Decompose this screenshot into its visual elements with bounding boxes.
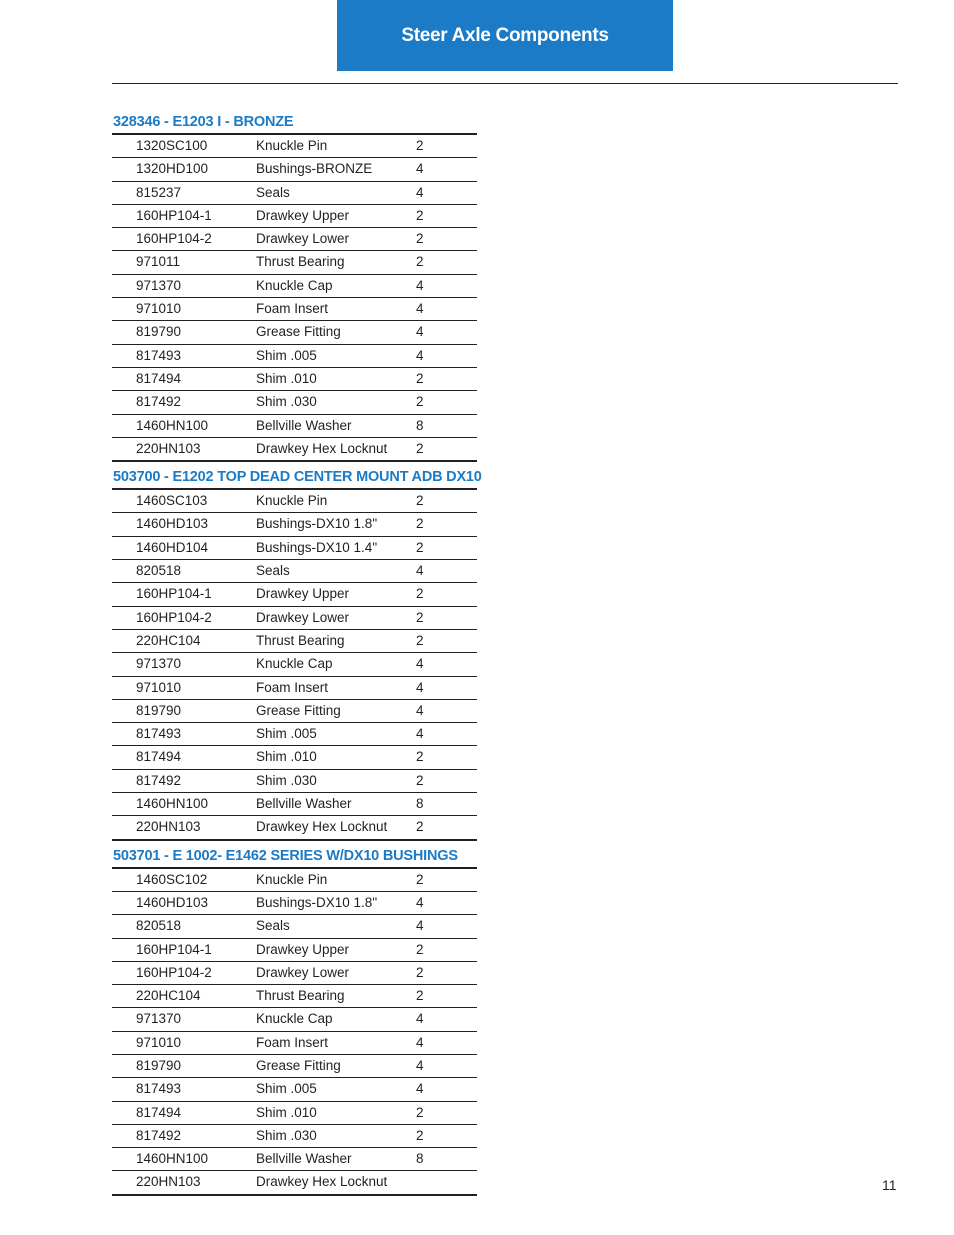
part-row [112,368,477,391]
part-row [112,630,477,653]
part-number: 971011 [136,254,181,270]
part-number: 1320HD100 [136,161,209,177]
part-quantity: 2 [416,138,424,153]
part-quantity: 4 [416,277,424,293]
part-row [112,607,477,630]
part-number: 1460SC102 [136,871,208,887]
kit-title: 503700 - E1202 TOP DEAD CENTER MOUNT ADB DX10 [112,466,477,490]
part-quantity: 4 [416,184,424,200]
part-description: Thrust Bearing [256,632,345,648]
part-row [112,985,477,1008]
part-row [112,205,477,228]
part-number: 817494 [136,370,182,386]
part-quantity: 2 [416,231,424,247]
part-description: Foam Insert [256,1034,329,1050]
part-quantity [416,1171,456,1193]
part-description: Shim .030 [256,394,317,410]
part-row [112,1055,477,1078]
part-quantity: 2 [416,772,424,788]
part-quantity: 2 [416,941,424,957]
part-number: 1460SC103 [136,493,208,509]
part-row [112,869,477,892]
part-number: 817494 [136,1104,182,1120]
part-number: 971370 [136,277,182,293]
part-row [112,723,477,746]
part-description: Shim .005 [256,347,317,363]
page-header-title: Steer Axle Components [401,24,609,46]
part-description: Shim .010 [256,749,317,765]
part-row [112,816,477,840]
part-quantity: 4 [416,347,424,363]
part-quantity: 2 [416,632,424,648]
part-quantity: 4 [416,324,424,340]
part-quantity: 4 [416,1081,424,1097]
part-row [112,345,477,368]
part-description: Grease Fitting [256,702,341,718]
part-number: 819790 [136,702,182,718]
part-quantity: 4 [416,1034,424,1050]
part-row [112,939,477,962]
part-row [112,1102,477,1125]
part-row [112,746,477,769]
part-number: 817492 [136,772,182,788]
part-number: 1460HD103 [136,516,209,532]
part-row [112,1032,477,1055]
part-number: 971010 [136,679,182,695]
part-quantity: 2 [416,370,424,386]
part-number: 819790 [136,1057,182,1073]
part-quantity: 2 [416,988,424,1004]
part-row [112,415,477,438]
part-description: Drawkey Hex Locknut [256,819,388,835]
part-description: Bellville Washer [256,1151,352,1167]
part-row [112,158,477,181]
part-quantity: 2 [416,871,424,887]
part-number: 820518 [136,918,182,934]
part-row [112,677,477,700]
page-number: 11 [882,1177,897,1193]
part-row [112,1148,477,1171]
part-quantity: 2 [416,749,424,765]
part-quantity: 2 [416,964,424,980]
part-number: 817493 [136,1081,182,1097]
part-number: 160HP104-1 [136,586,212,602]
part-description: Drawkey Upper [256,207,350,223]
part-quantity: 2 [416,819,424,835]
part-number: 220HC104 [136,632,201,648]
part-row [112,490,477,513]
part-description: Seals [256,918,290,934]
part-row [112,321,477,344]
part-description: Grease Fitting [256,324,341,340]
part-number: 817493 [136,347,182,363]
part-description: Shim .010 [256,370,317,386]
part-row [112,1078,477,1101]
part-description: Shim .005 [256,726,317,742]
part-quantity: 4 [416,301,424,317]
part-description: Knuckle Cap [256,277,333,293]
kit-section [112,466,482,840]
parts-list [112,111,482,1196]
part-row [112,537,477,560]
part-quantity: 4 [416,1057,424,1073]
part-quantity: 2 [416,586,424,602]
part-description: Drawkey Upper [256,941,350,957]
part-row [112,391,477,414]
part-description: Bushings-DX10 1.8" [256,894,378,910]
part-row [112,182,477,205]
section-header-tab [337,0,673,71]
part-description: Shim .010 [256,1104,317,1120]
kit-title: 503701 - E 1002- E1462 SERIES W/DX10 BUSHINGS [112,845,477,869]
part-description: Grease Fitting [256,1057,341,1073]
part-description: Bellville Washer [256,417,352,433]
part-quantity: 2 [416,1127,424,1143]
part-description: Bushings-DX10 1.4" [256,539,378,555]
part-row [112,793,477,816]
part-number: 971370 [136,1011,182,1027]
part-description: Seals [256,184,290,200]
part-number: 817493 [136,726,182,742]
part-description: Knuckle Cap [256,656,333,672]
part-description: Shim .005 [256,1081,317,1097]
part-row [112,892,477,915]
part-number: 1460HN100 [136,417,209,433]
part-row [112,438,477,462]
kit-title: 328346 - E1203 I - BRONZE [112,111,477,135]
part-row [112,700,477,723]
part-row [112,653,477,676]
part-row [112,915,477,938]
part-quantity: 4 [416,726,424,742]
part-number: 971370 [136,656,182,672]
part-number: 160HP104-1 [136,207,212,223]
part-number: 817494 [136,749,182,765]
part-number: 220HN103 [136,1174,201,1190]
part-description: Shim .030 [256,1127,317,1143]
part-quantity: 2 [416,254,424,270]
part-number: 817492 [136,394,182,410]
part-row [112,560,477,583]
part-number: 220HN103 [136,819,201,835]
part-description: Drawkey Lower [256,609,350,625]
part-description: Drawkey Hex Locknut [256,1174,388,1190]
part-quantity: 2 [416,516,424,532]
part-number: 160HP104-2 [136,231,212,247]
part-description: Drawkey Lower [256,964,350,980]
part-description: Foam Insert [256,679,329,695]
part-quantity: 4 [416,656,424,672]
kit-section [112,111,477,462]
part-row [112,275,477,298]
part-row [112,962,477,985]
part-number: 1460HN100 [136,796,209,812]
kit-section [112,845,477,1196]
part-quantity: 4 [416,563,424,579]
part-quantity: 8 [416,796,424,812]
part-description: Knuckle Pin [256,138,328,153]
part-quantity: 8 [416,417,424,433]
part-description: Seals [256,563,290,579]
part-quantity: 4 [416,702,424,718]
part-description: Drawkey Upper [256,586,350,602]
part-row [112,228,477,251]
part-description: Thrust Bearing [256,254,345,270]
part-number: 820518 [136,563,182,579]
part-description: Bushings-DX10 1.8" [256,516,378,532]
part-quantity: 2 [416,440,424,456]
part-description: Shim .030 [256,772,317,788]
header-divider [112,83,898,84]
part-number: 971010 [136,1034,182,1050]
part-row [112,1171,477,1195]
part-number: 817492 [136,1127,182,1143]
part-description: Bushings-BRONZE [256,161,373,177]
part-number: 1460HN100 [136,1151,209,1167]
part-row [112,513,477,536]
part-quantity: 4 [416,894,424,910]
part-description: Foam Insert [256,301,329,317]
part-row [112,583,477,606]
part-number: 220HC104 [136,988,201,1004]
part-quantity: 4 [416,918,424,934]
part-row [112,251,477,274]
part-number: 160HP104-1 [136,941,212,957]
part-description: Bellville Washer [256,796,352,812]
part-quantity: 2 [416,539,424,555]
part-quantity: 4 [416,1011,424,1027]
part-quantity: 2 [416,394,424,410]
part-description: Thrust Bearing [256,988,345,1004]
part-number: 220HN103 [136,440,201,456]
part-description: Drawkey Hex Locknut [256,440,388,456]
part-number: 160HP104-2 [136,609,212,625]
part-row [112,1008,477,1031]
part-quantity: 8 [416,1151,424,1167]
part-number: 819790 [136,324,182,340]
part-row [112,135,477,158]
part-row [112,770,477,793]
part-number: 971010 [136,301,182,317]
part-row [112,1125,477,1148]
part-number: 1320SC100 [136,138,208,153]
part-number: 815237 [136,184,182,200]
part-quantity: 4 [416,161,424,177]
part-row [112,298,477,321]
part-number: 160HP104-2 [136,964,212,980]
part-number: 1460HD104 [136,539,209,555]
part-description: Knuckle Cap [256,1011,333,1027]
part-description: Knuckle Pin [256,871,328,887]
part-quantity: 4 [416,679,424,695]
part-description: Knuckle Pin [256,493,328,509]
part-quantity: 2 [416,493,424,509]
part-quantity: 2 [416,207,424,223]
part-quantity: 2 [416,1104,424,1120]
part-quantity: 2 [416,609,424,625]
part-description: Drawkey Lower [256,231,350,247]
part-number: 1460HD103 [136,894,209,910]
